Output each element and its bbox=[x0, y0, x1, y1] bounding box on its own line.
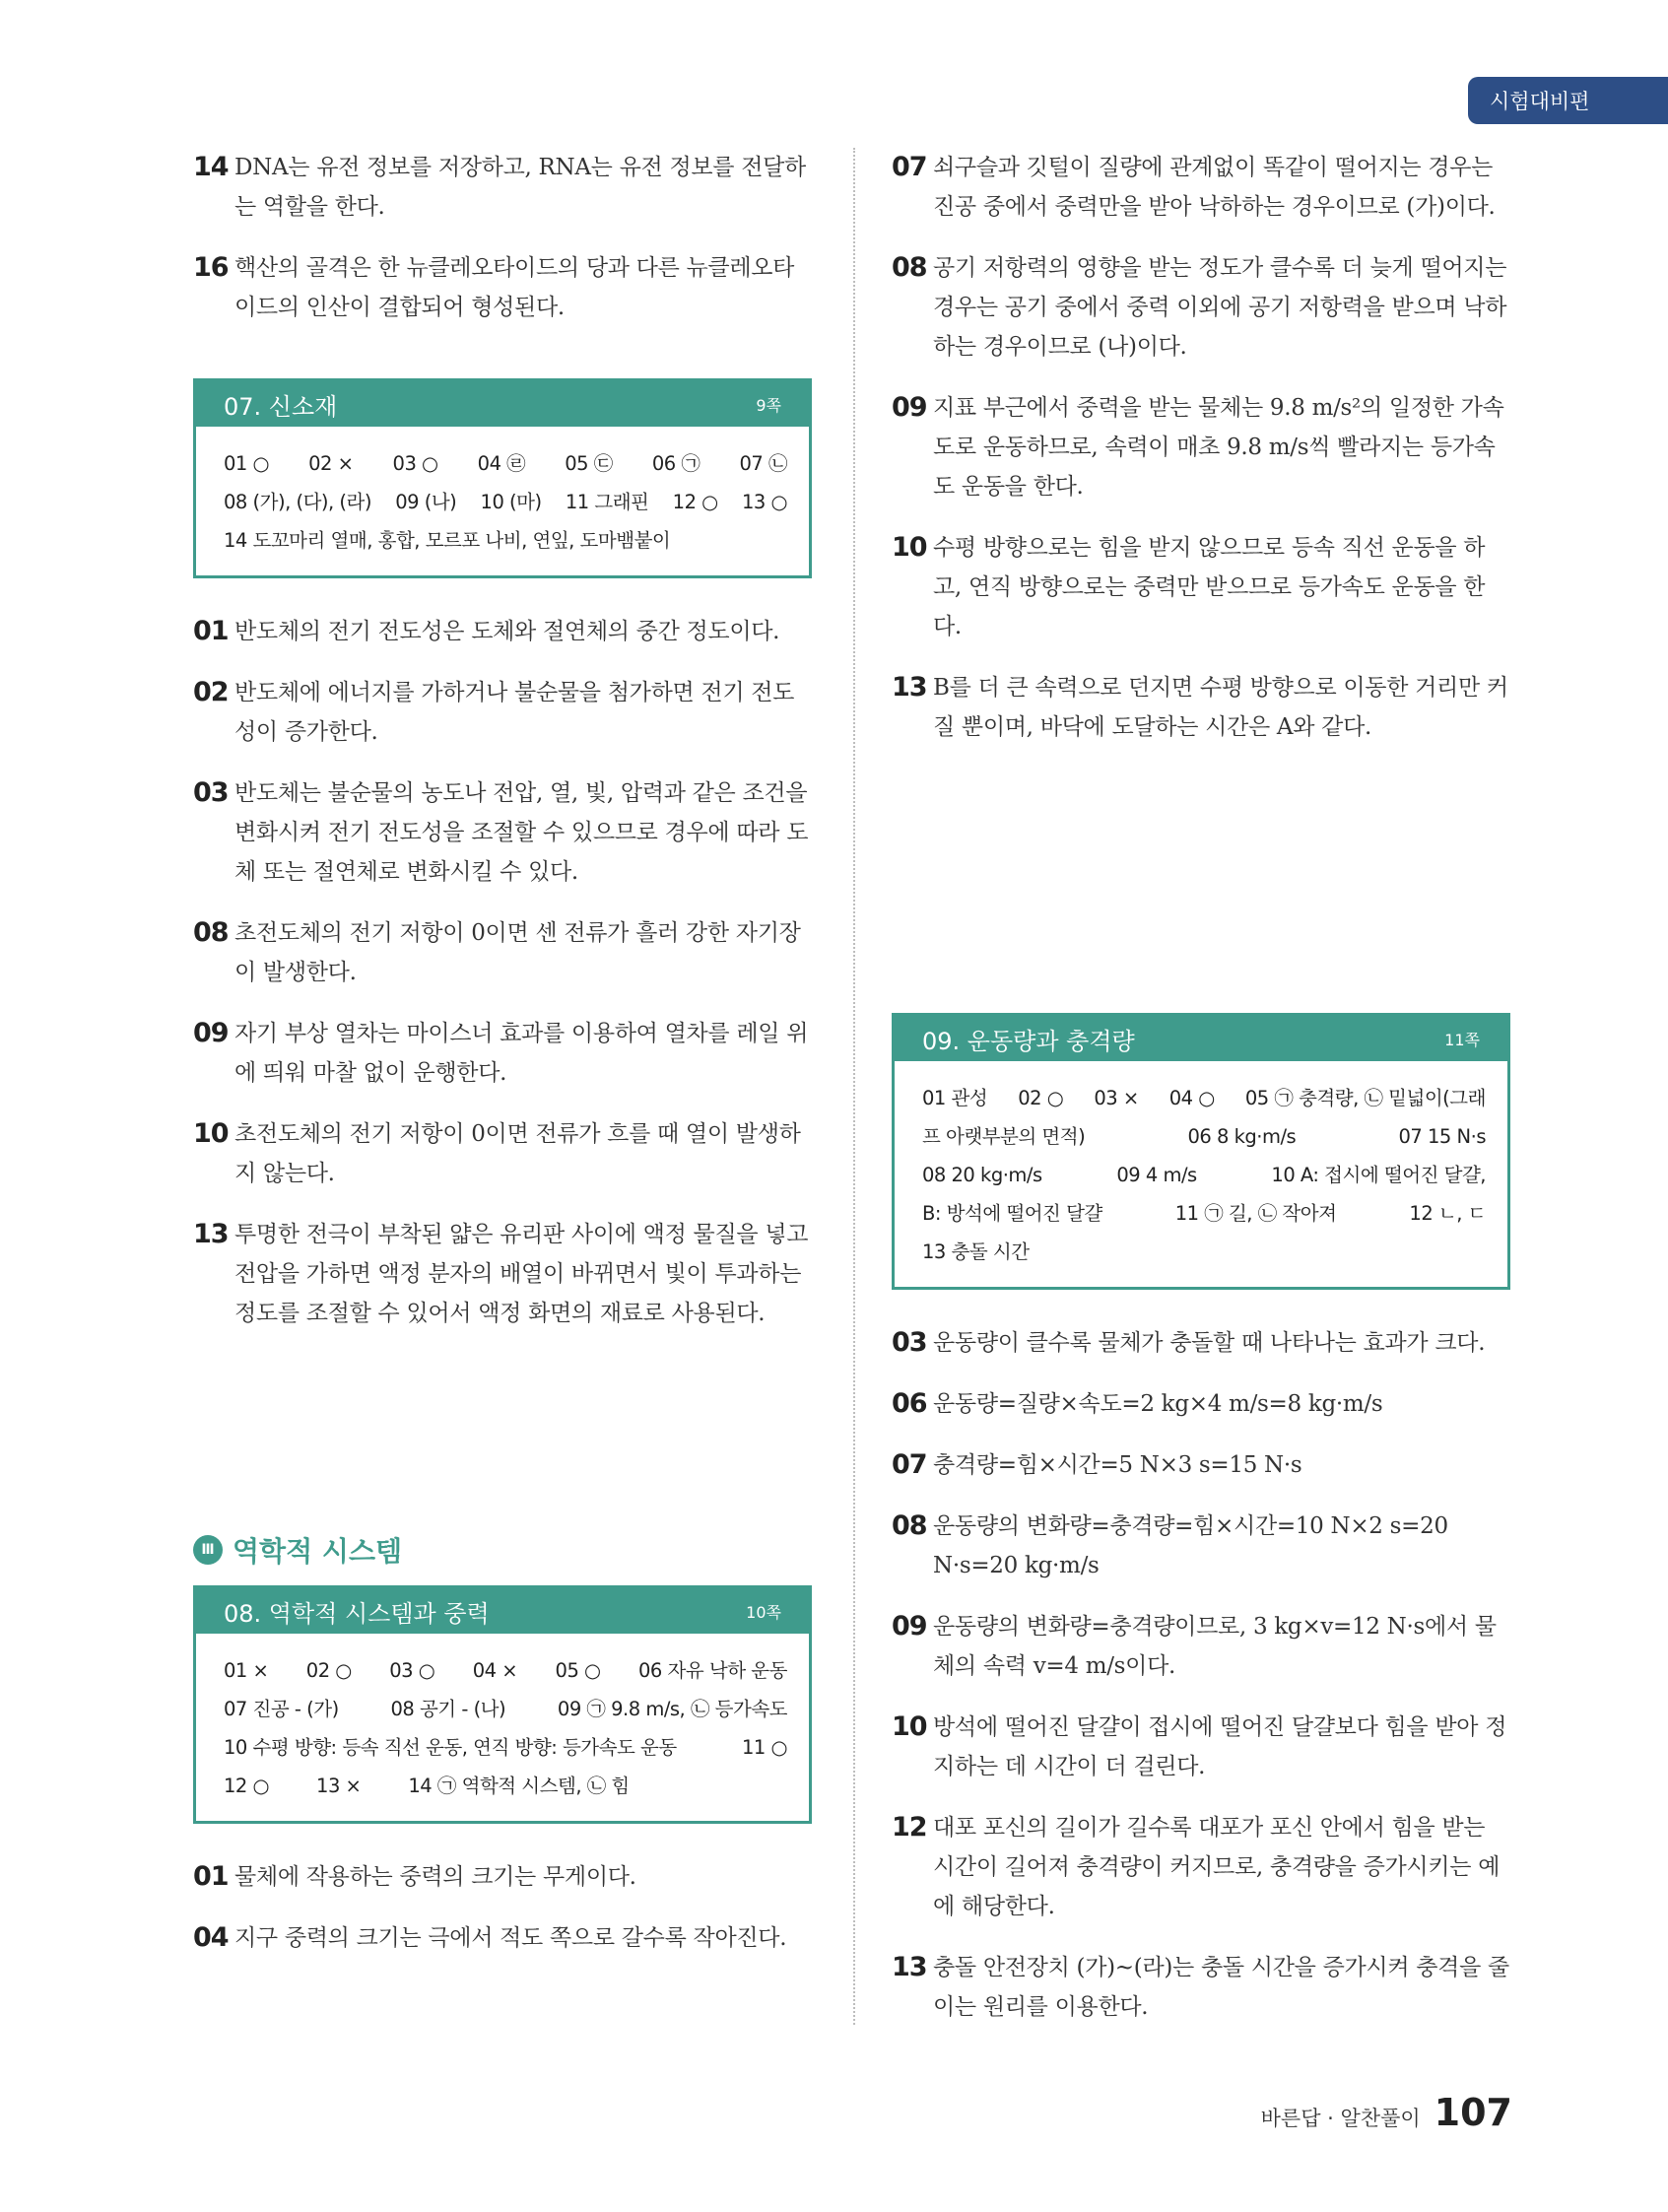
answer-box-title: 08. 역학적 시스템과 중력 bbox=[224, 1599, 490, 1628]
explanation-item bbox=[892, 248, 1510, 367]
item-number: 06 bbox=[892, 1388, 927, 1419]
explanation-item bbox=[193, 1857, 812, 1897]
explanation-item bbox=[193, 773, 812, 892]
answer-line bbox=[224, 1767, 787, 1805]
answer-box-header bbox=[196, 381, 809, 427]
answer-entry: 04 ○ bbox=[1168, 1087, 1215, 1109]
column-divider bbox=[853, 148, 855, 2025]
answer-entry: 14 도꼬마리 열매, 홍합, 모르포 나비, 연잎, 도마뱀붙이 bbox=[224, 529, 671, 552]
item-number: 01 bbox=[193, 1861, 229, 1892]
answer-box-page: 9쪽 bbox=[756, 395, 781, 415]
item-number: 07 bbox=[892, 1449, 927, 1480]
item-text: B를 더 큰 속력으로 던지면 수평 방향으로 이동한 거리만 커질 뿐이며, 바닥에 도달하는 시간은 A와 같다. bbox=[933, 675, 1508, 740]
answer-entry: 06 ㉠ bbox=[651, 452, 701, 475]
answer-box-page: 11쪽 bbox=[1444, 1030, 1480, 1049]
answer-box-header bbox=[196, 1588, 809, 1634]
item-number: 03 bbox=[892, 1327, 927, 1358]
explanation-item bbox=[892, 1507, 1510, 1585]
item-text: 공기 저항력의 영향을 받는 정도가 클수록 더 늦게 떨어지는 경우는 공기 중에서 중력 이외에 공기 저항력을 받으며 낙하하는 경우이므로 (나)이다. bbox=[933, 255, 1507, 360]
answer-box-body bbox=[196, 427, 809, 575]
answer-entry: 06 자유 낙하 운동 bbox=[638, 1659, 787, 1682]
answer-entry: 14 ㉠ 역학적 시스템, ㉡ 힘 bbox=[408, 1775, 630, 1797]
section-title: 역학적 시스템 bbox=[233, 1535, 403, 1568]
explanation-item bbox=[892, 1445, 1510, 1485]
answer-entry: 12 ㄴ, ㄷ bbox=[1409, 1202, 1486, 1225]
explanation-item bbox=[193, 1918, 812, 1958]
answer-entry: 08 20 kg·m/s bbox=[922, 1164, 1042, 1186]
item-number: 16 bbox=[193, 252, 229, 283]
item-text: 반도체의 전기 전도성은 도체와 절연체의 중간 정도이다. bbox=[234, 619, 780, 644]
answer-entry: 11 ㉠ 길, ㉡ 작아져 bbox=[1174, 1202, 1337, 1225]
answer-line bbox=[224, 521, 787, 560]
answer-box-page: 10쪽 bbox=[746, 1602, 781, 1622]
answer-line bbox=[224, 1690, 787, 1728]
answer-entry: 06 8 kg·m/s bbox=[1187, 1125, 1297, 1148]
answer-entry: 05 ㉠ 충격량, ㉡ 밑넓이(그래 bbox=[1244, 1087, 1486, 1109]
section-number-badge: Ⅲ bbox=[193, 1535, 223, 1565]
explanation-item bbox=[193, 1014, 812, 1093]
answer-entry: 04 ㉣ bbox=[477, 452, 526, 475]
answer-box-title: 07. 신소재 bbox=[224, 392, 338, 421]
answer-entry: 01 ○ bbox=[224, 452, 270, 475]
answer-entry: 07 진공 - (가) bbox=[224, 1698, 339, 1720]
explanation-list bbox=[193, 1857, 812, 1958]
item-text: 대포 포신의 길이가 길수록 대포가 포신 안에서 힘을 받는 시간이 길어져 충격량이 커지므로, 충격량을 증가시키는 예에 해당한다. bbox=[933, 1815, 1501, 1919]
item-number: 13 bbox=[892, 1952, 927, 1982]
explanation-item bbox=[193, 913, 812, 992]
answer-box-momentum bbox=[892, 1013, 1510, 1290]
footer-label: 바른답 · 알찬풀이 bbox=[1260, 2107, 1421, 2130]
explanation-list bbox=[892, 148, 1510, 747]
item-number: 02 bbox=[193, 677, 229, 707]
item-number: 08 bbox=[193, 917, 229, 948]
answer-entry: 05 ㉢ bbox=[565, 452, 613, 475]
item-number: 09 bbox=[892, 392, 927, 423]
item-text: 쇠구슬과 깃털이 질량에 관계없이 똑같이 떨어지는 경우는 진공 중에서 중력만을 받아 낙하하는 경우이므로 (가)이다. bbox=[933, 155, 1496, 220]
answer-entry: 12 ○ bbox=[672, 491, 718, 513]
answer-entry: 01 × bbox=[224, 1659, 269, 1682]
explanation-list bbox=[892, 1323, 1510, 2027]
answer-entry: B: 방석에 떨어진 달걀 bbox=[922, 1202, 1102, 1225]
explanation-item bbox=[892, 1323, 1510, 1363]
answer-line bbox=[224, 1728, 787, 1767]
answer-entry: 11 그래핀 bbox=[565, 491, 649, 513]
item-text: 초전도체의 전기 저항이 0이면 전류가 흐를 때 열이 발생하지 않는다. bbox=[234, 1121, 801, 1186]
item-text: 물체에 작용하는 중력의 크기는 무게이다. bbox=[234, 1864, 636, 1890]
answer-line bbox=[922, 1156, 1486, 1194]
answer-entry: 13 충돌 시간 bbox=[922, 1240, 1030, 1263]
answer-box-title: 09. 운동량과 충격량 bbox=[922, 1027, 1135, 1055]
answer-entry: 09 ㉠ 9.8 m/s, ㉡ 등가속도 bbox=[557, 1698, 787, 1720]
explanation-item bbox=[193, 1215, 812, 1333]
explanation-list bbox=[193, 612, 812, 1333]
item-number: 13 bbox=[193, 1219, 229, 1249]
answer-entry: 02 ○ bbox=[1018, 1087, 1064, 1109]
item-text: 투명한 전극이 부착된 얇은 유리판 사이에 액정 물질을 넣고 전압을 가하면 액정 분자의 배열이 바뀌면서 빛이 투과하는 정도를 조절할 수 있어서 액정 화면의 재료로 사용된다. bbox=[234, 1222, 809, 1326]
section-heading bbox=[193, 1530, 812, 1570]
answer-entry: 13 × bbox=[316, 1775, 362, 1797]
page-number: 107 bbox=[1434, 2091, 1512, 2134]
item-number: 14 bbox=[193, 152, 229, 182]
item-text: 운동량의 변화량=충격량이므로, 3 kg×v=12 N·s에서 물체의 속력 v=4 m/s이다. bbox=[933, 1614, 1497, 1679]
explanation-item bbox=[892, 1708, 1510, 1786]
answer-entry: 05 ○ bbox=[555, 1659, 601, 1682]
item-text: 반도체에 에너지를 가하거나 불순물을 첨가하면 전기 전도성이 증가한다. bbox=[234, 680, 795, 745]
item-text: 운동량=질량×속도=2 kg×4 m/s=8 kg·m/s bbox=[933, 1391, 1383, 1417]
item-text: 초전도체의 전기 저항이 0이면 센 전류가 흘러 강한 자기장이 발생한다. bbox=[234, 920, 801, 985]
explanation-item bbox=[892, 1808, 1510, 1926]
answer-entry: 07 15 N·s bbox=[1398, 1125, 1486, 1148]
answer-line bbox=[224, 483, 787, 521]
item-number: 03 bbox=[193, 777, 229, 808]
explanation-item bbox=[892, 668, 1510, 747]
right-column bbox=[892, 148, 1510, 2048]
answer-line bbox=[224, 1651, 787, 1690]
explanation-item bbox=[193, 148, 812, 227]
explanation-item bbox=[892, 148, 1510, 227]
answer-entry: 10 (마) bbox=[480, 491, 542, 513]
answer-entry: 03 ○ bbox=[389, 1659, 435, 1682]
answer-line bbox=[922, 1117, 1486, 1156]
explanation-item bbox=[193, 248, 812, 327]
item-number: 10 bbox=[892, 532, 927, 563]
explanation-item bbox=[892, 1384, 1510, 1424]
section-tab: 시험대비편 bbox=[1468, 77, 1668, 124]
answer-box-new-materials bbox=[193, 378, 812, 578]
explanation-item bbox=[892, 528, 1510, 646]
item-text: 지표 부근에서 중력을 받는 물체는 9.8 m/s²의 일정한 가속도로 운동하므로, 속력이 매초 9.8 m/s씩 빨라지는 등가속도 운동을 한다. bbox=[933, 395, 1504, 500]
answer-entry: 04 × bbox=[472, 1659, 518, 1682]
answer-line bbox=[922, 1233, 1486, 1271]
item-text: 충격량=힘×시간=5 N×3 s=15 N·s bbox=[933, 1452, 1302, 1478]
item-number: 12 bbox=[892, 1812, 927, 1843]
item-number: 08 bbox=[892, 252, 927, 283]
item-number: 04 bbox=[193, 1922, 229, 1953]
item-text: 지구 중력의 크기는 극에서 적도 쪽으로 갈수록 작아진다. bbox=[234, 1925, 787, 1951]
item-text: 방석에 떨어진 달걀이 접시에 떨어진 달걀보다 힘을 받아 정지하는 데 시간이 더 걸린다. bbox=[933, 1714, 1507, 1779]
item-text: 운동량의 변화량=충격량=힘×시간=10 N×2 s=20 N·s=20 kg·m/s bbox=[933, 1513, 1448, 1578]
item-number: 01 bbox=[193, 616, 229, 646]
item-number: 13 bbox=[892, 672, 927, 703]
answer-box-body bbox=[196, 1634, 809, 1821]
answer-entry: 12 ○ bbox=[224, 1775, 270, 1797]
answer-entry: 07 ㉡ bbox=[739, 452, 787, 475]
answer-entry: 09 (나) bbox=[395, 491, 457, 513]
item-text: 운동량이 클수록 물체가 충돌할 때 나타나는 효과가 크다. bbox=[933, 1330, 1486, 1356]
answer-box-body bbox=[895, 1061, 1507, 1287]
answer-entry: 13 ○ bbox=[741, 491, 787, 513]
answer-line bbox=[922, 1079, 1486, 1117]
explanation-item bbox=[193, 673, 812, 752]
left-column bbox=[193, 148, 812, 1979]
explanation-item bbox=[892, 1948, 1510, 2027]
answer-entry: 프 아랫부분의 면적) bbox=[922, 1125, 1086, 1148]
item-number: 08 bbox=[892, 1510, 927, 1541]
answer-entry: 10 수평 방향: 등속 직선 운동, 연직 방향: 등가속도 운동 bbox=[224, 1736, 677, 1759]
answer-entry: 09 4 m/s bbox=[1116, 1164, 1197, 1186]
answer-entry: 03 × bbox=[1094, 1087, 1139, 1109]
answer-line bbox=[922, 1194, 1486, 1233]
explanation-item bbox=[892, 388, 1510, 506]
item-number: 09 bbox=[193, 1018, 229, 1048]
item-text: DNA는 유전 정보를 저장하고, RNA는 유전 정보를 전달하는 역할을 한다. bbox=[234, 155, 806, 220]
item-number: 10 bbox=[193, 1118, 229, 1149]
answer-entry: 11 ○ bbox=[741, 1736, 787, 1759]
answer-entry: 08 (가), (다), (라) bbox=[224, 491, 371, 513]
answer-box-header bbox=[895, 1016, 1507, 1061]
item-text: 수평 방향으로는 힘을 받지 않으므로 등속 직선 운동을 하고, 연직 방향으로는 중력만 받으므로 등가속도 운동을 한다. bbox=[933, 535, 1486, 639]
item-text: 핵산의 골격은 한 뉴클레오타이드의 당과 다른 뉴클레오타이드의 인산이 결합되어 형성된다. bbox=[234, 255, 795, 320]
answer-entry: 10 A: 접시에 떨어진 달걀, bbox=[1271, 1164, 1486, 1186]
item-text: 충돌 안전장치 (가)~(라)는 충돌 시간을 증가시켜 충격을 줄이는 원리를 이용한다. bbox=[933, 1955, 1509, 2020]
item-text: 반도체는 불순물의 농도나 전압, 열, 빛, 압력과 같은 조건을 변화시켜 전기 전도성을 조절할 수 있으므로 경우에 따라 도체 또는 절연체로 변화시킬 수 있다. bbox=[234, 780, 809, 885]
explanation-item bbox=[193, 612, 812, 651]
answer-entry: 01 관성 bbox=[922, 1087, 988, 1109]
explanation-list bbox=[193, 148, 812, 327]
page-footer bbox=[1261, 2091, 1512, 2134]
item-number: 09 bbox=[892, 1611, 927, 1642]
answer-entry: 03 ○ bbox=[392, 452, 438, 475]
explanation-item bbox=[892, 1607, 1510, 1686]
answer-line bbox=[224, 444, 787, 483]
item-text: 자기 부상 열차는 마이스너 효과를 이용하여 열차를 레일 위에 띄워 마찰 없이 운행한다. bbox=[234, 1021, 809, 1086]
item-number: 10 bbox=[892, 1711, 927, 1742]
explanation-item bbox=[193, 1114, 812, 1193]
answer-box-mechanical-system bbox=[193, 1585, 812, 1824]
item-number: 07 bbox=[892, 152, 927, 182]
answer-entry: 02 × bbox=[308, 452, 354, 475]
answer-entry: 08 공기 - (나) bbox=[390, 1698, 506, 1720]
answer-entry: 02 ○ bbox=[305, 1659, 352, 1682]
